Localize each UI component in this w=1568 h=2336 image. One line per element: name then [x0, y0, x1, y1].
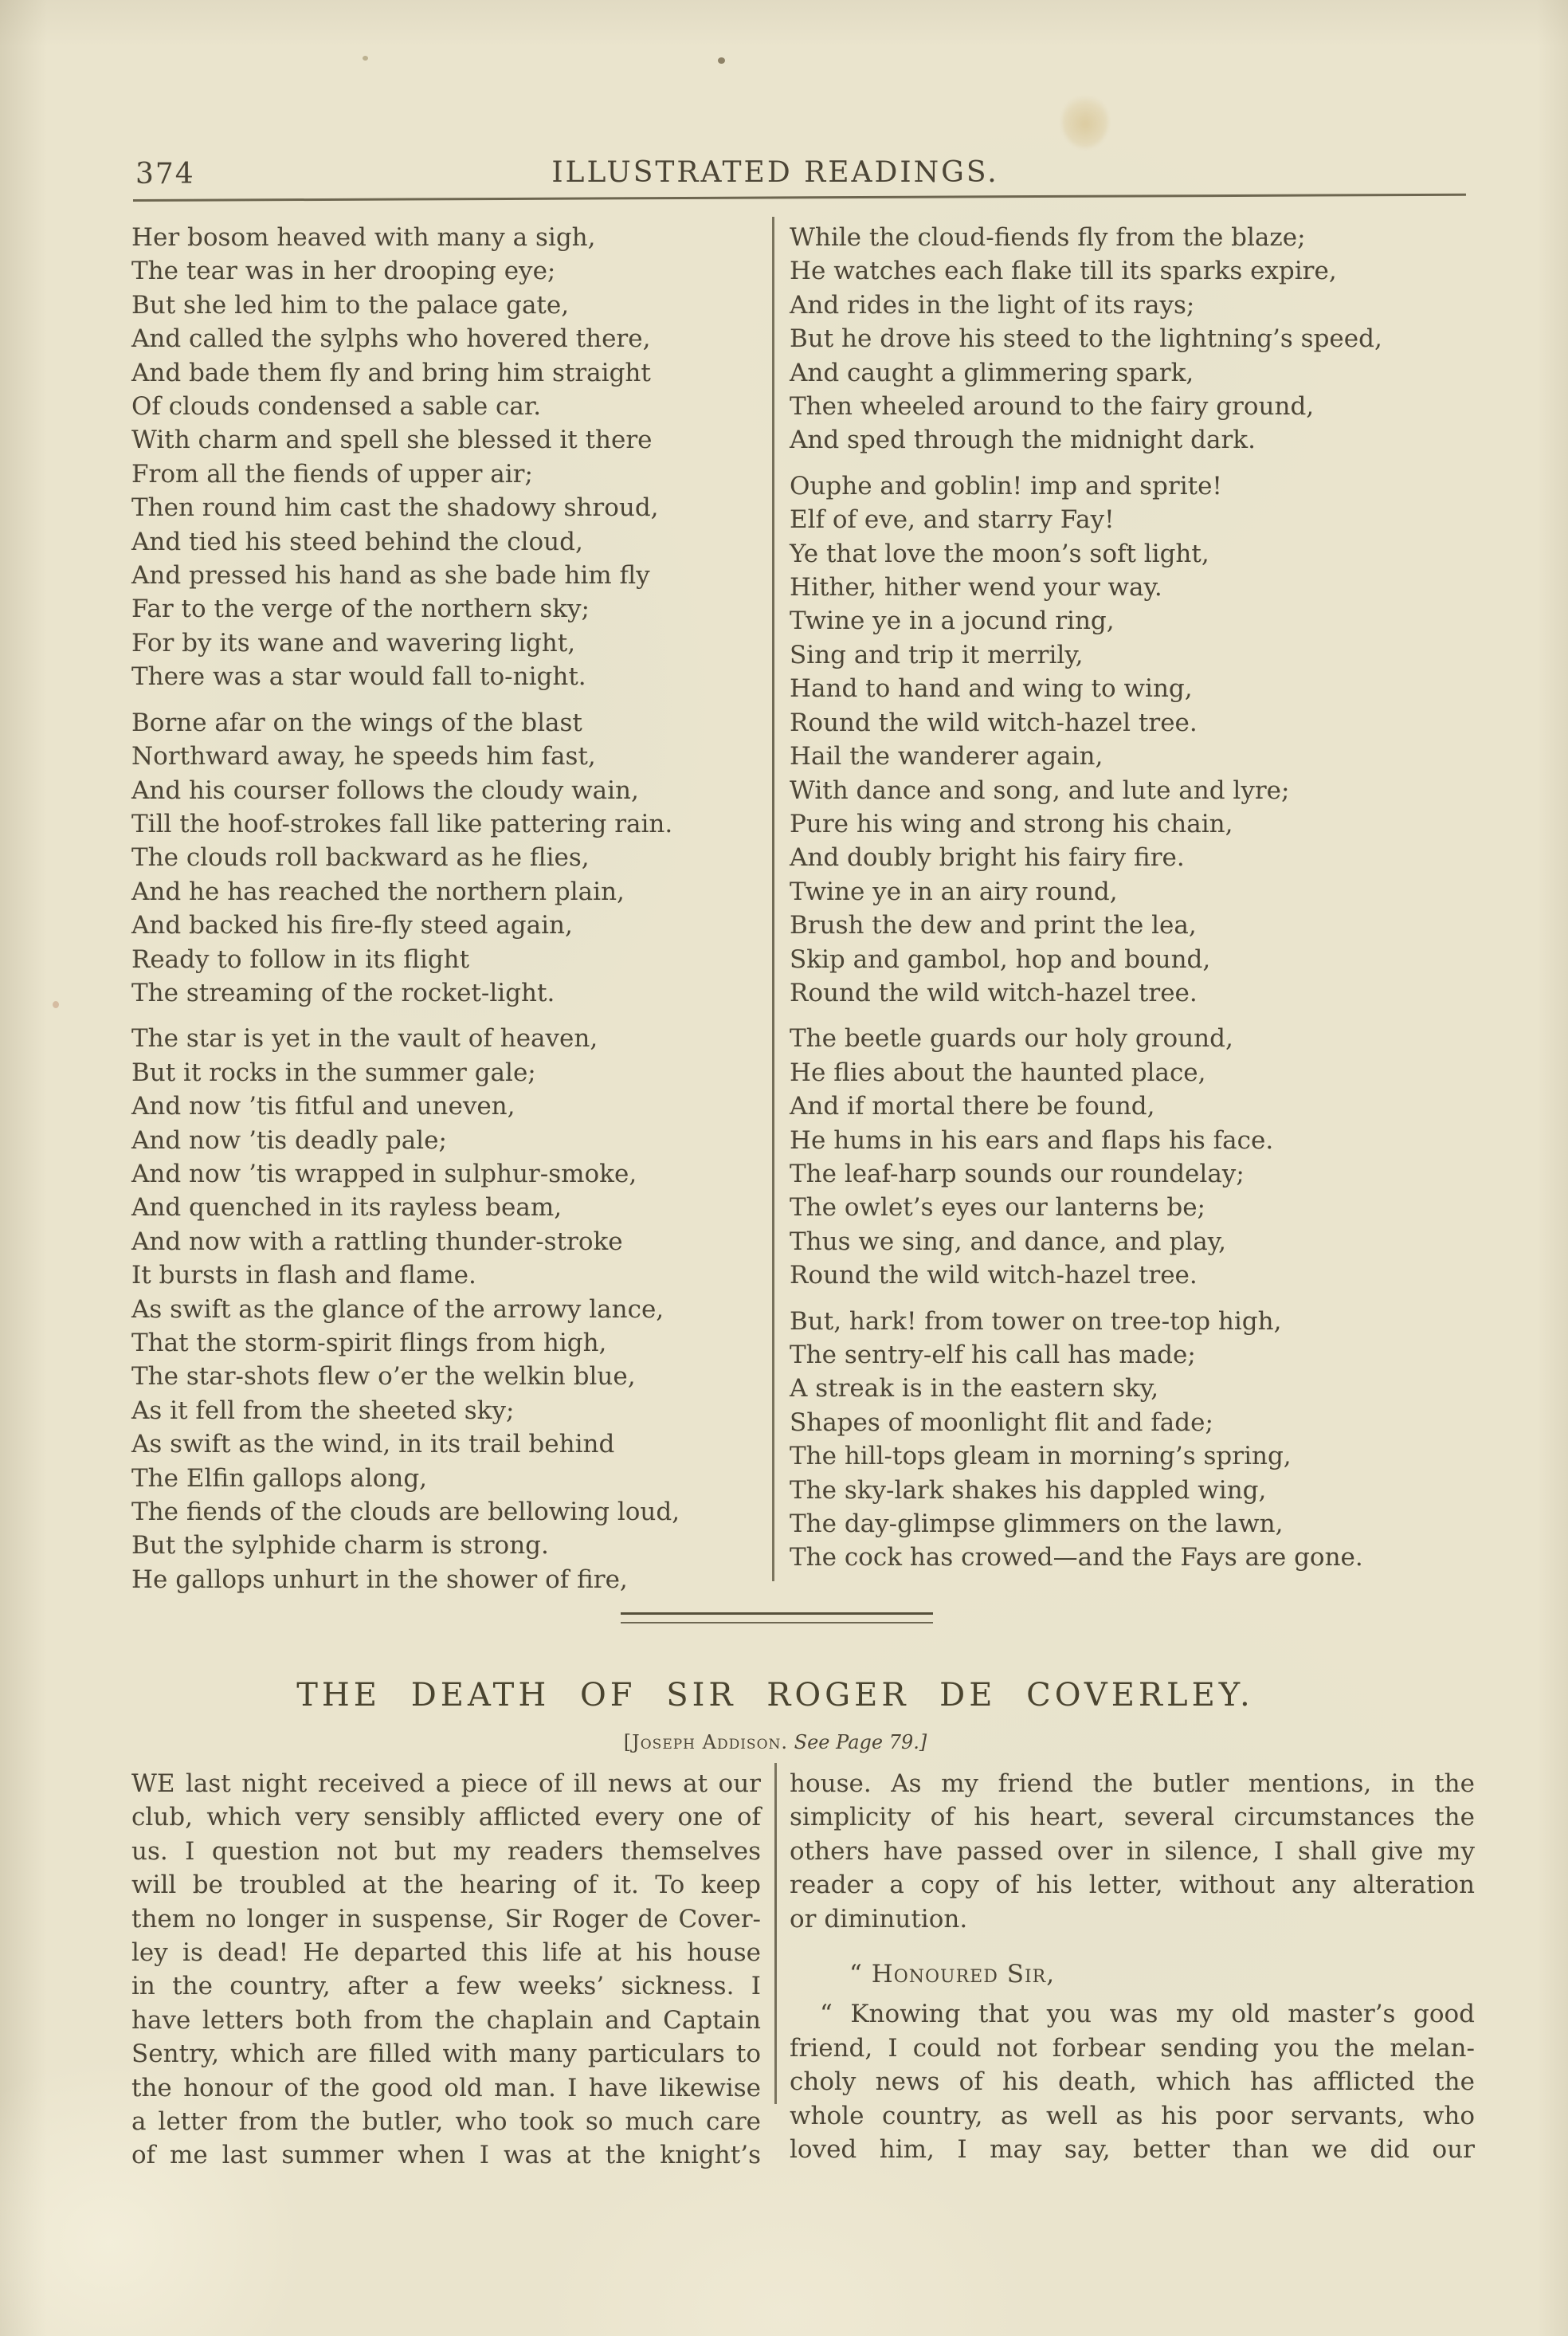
- poem-line: The beetle guards our holy ground,: [790, 1024, 1233, 1054]
- prose-line: others have passed over in silence, I shall give my: [790, 1836, 1475, 1866]
- poem-line: The star is yet in the vault of heaven,: [131, 1024, 598, 1054]
- salutation-line: “ Honoured Sir,: [849, 1960, 1056, 1989]
- column-divider: [772, 217, 774, 1581]
- poem-right-column: [790, 221, 1481, 1587]
- page-number: 374: [135, 158, 195, 190]
- poem-line: The Elfin gallops along,: [131, 1463, 428, 1493]
- poem-line: Twine ye in a jocund ring,: [790, 607, 1115, 636]
- poem-line: The sentry-elf his call has made;: [790, 1341, 1196, 1369]
- prose-left-column: [131, 1767, 761, 2173]
- poem-line: He watches each flake till its sparks expire,: [790, 257, 1337, 286]
- prose-line: will be troubled at the hearing of it. To keep: [131, 1871, 761, 1900]
- poem-line: Her bosom heaved with many a sigh,: [131, 223, 596, 252]
- article-attribution: [104, 1731, 1447, 1753]
- poem-line: Sing and trip it merrily,: [790, 640, 1084, 669]
- prose-line: WE last night received a piece of ill news at our: [131, 1769, 761, 1798]
- poem-left-column: [131, 221, 766, 1608]
- poem-line: The sky-lark shakes his dappled wing,: [790, 1475, 1267, 1505]
- poem-stanza: [790, 221, 1481, 457]
- poem-stanza: [131, 706, 766, 1011]
- poem-line: Northward away, he speeds him fast,: [131, 742, 596, 771]
- poem-line: The tear was in her drooping eye;: [131, 257, 556, 286]
- prose-line: ley is dead! He departed this life at his house: [131, 1938, 761, 1968]
- poem-line: And he has reached the northern plain,: [131, 877, 625, 906]
- prose-line: “ Knowing that you was my old master’s good: [820, 2000, 1475, 2029]
- poem-line: For by its wane and wavering light,: [131, 628, 576, 658]
- poem-line: Skip and gambol, hop and bound,: [790, 944, 1211, 974]
- prose-line: friend, I could not forbear sending you the melan-: [790, 2033, 1475, 2063]
- poem-line: And now with a rattling thunder-stroke: [131, 1227, 623, 1256]
- prose-line: in the country, after a few weeks’ sickness. I: [131, 1972, 761, 2001]
- section-divider-double-rule: [621, 1612, 933, 1623]
- poem-line: Then round him cast the shadowy shroud,: [131, 493, 659, 523]
- poem-stanza: [790, 1022, 1481, 1292]
- poem-line: From all the fiends of upper air;: [131, 459, 533, 489]
- prose-line: have letters both from the chaplain and Captain: [131, 2005, 761, 2035]
- poem-line: With dance and song, and lute and lyre;: [790, 775, 1290, 805]
- prose-line: loved him, I may say, better than we did our: [790, 2135, 1475, 2165]
- poem-line: That the storm-spirit flings from high,: [131, 1329, 607, 1357]
- poem-line: But he drove his steed to the lightning’s speed,: [790, 324, 1382, 354]
- poem-line: But, hark! from tower on tree-top high,: [790, 1306, 1282, 1336]
- prose-line: club, which very sensibly afflicted every one of: [131, 1803, 761, 1832]
- poem-line: But it rocks in the summer gale;: [131, 1058, 536, 1087]
- poem-line: And his courser follows the cloudy wain,: [131, 775, 639, 805]
- poem-line: The day-glimpse glimmers on the lawn,: [790, 1510, 1284, 1539]
- header-rule: [133, 194, 1466, 202]
- poem-line: Of clouds condensed a sable car.: [131, 392, 542, 422]
- ink-speck: [363, 56, 368, 61]
- poem-line: Hail the wanderer again,: [790, 742, 1103, 771]
- poem-line: And quenched in its rayless beam,: [131, 1193, 563, 1223]
- prose-line: us. I question not but my readers themselves: [131, 1836, 761, 1866]
- poem-line: The hill-tops gleam in morning’s spring,: [790, 1442, 1292, 1471]
- poem-line: Then wheeled around to the fairy ground,: [790, 392, 1315, 422]
- poem-line: Pure his wing and strong his chain,: [790, 809, 1233, 838]
- poem-line: Elf of eve, and starry Fay!: [790, 505, 1115, 535]
- page-reference: See Page 79.]: [794, 1731, 927, 1753]
- poem-line: While the cloud-fiends fly from the blaze;: [790, 223, 1306, 252]
- author-name: [Joseph Addison.: [623, 1731, 789, 1753]
- poem-line: And rides in the light of its rays;: [790, 290, 1195, 320]
- running-title: ILLUSTRATED READINGS.: [551, 156, 999, 189]
- prose-line: reader a copy of his letter, without any alteration: [790, 1871, 1475, 1900]
- poem-line: Ye that love the moon’s soft light,: [790, 539, 1209, 568]
- poem-line: As it fell from the sheeted sky;: [131, 1396, 515, 1425]
- poem-line: Brush the dew and print the lea,: [790, 911, 1197, 940]
- poem-line: And now ’tis deadly pale;: [131, 1125, 447, 1155]
- poem-line: The fiends of the clouds are bellowing loud,: [131, 1498, 680, 1527]
- poem-line: The star-shots flew o’er the welkin blue,: [131, 1362, 636, 1392]
- poem-line: Twine ye in an airy round,: [790, 877, 1118, 906]
- poem-line: And bade them fly and bring him straight: [131, 358, 651, 387]
- poem-stanza: [790, 1305, 1481, 1575]
- poem-line: But the sylphide charm is strong.: [131, 1531, 549, 1561]
- poem-line: It bursts in flash and flame.: [131, 1261, 476, 1290]
- poem-line: And sped through the midnight dark.: [790, 426, 1256, 455]
- prose-paragraph: [790, 1767, 1475, 1902]
- poem-line: With charm and spell she blessed it there: [131, 426, 653, 455]
- prose-line: house. As my friend the butler mentions, in the: [790, 1769, 1475, 1798]
- poem-line: Far to the verge of the northern sky;: [131, 595, 590, 624]
- poem-line: And pressed his hand as she bade him fly: [131, 561, 650, 591]
- prose-right-column: [790, 1767, 1475, 2166]
- poem-line: Round the wild witch-hazel tree.: [790, 1261, 1198, 1290]
- poem-line: But she led him to the palace gate,: [131, 290, 570, 320]
- prose-line: a letter from the butler, who took so much care: [131, 2107, 761, 2137]
- poem-line: Ouphe and goblin! imp and sprite!: [790, 471, 1222, 501]
- poem-stanza: [131, 1022, 766, 1596]
- poem-line: Hither, hither wend your way.: [790, 573, 1162, 603]
- ink-speck: [718, 57, 725, 64]
- poem-line: He flies about the haunted place,: [790, 1058, 1206, 1087]
- poem-line: A streak is in the eastern sky,: [790, 1374, 1159, 1404]
- article-title: THE DEATH OF SIR ROGER DE COVERLEY.: [296, 1677, 1254, 1714]
- paper-stain: [1062, 94, 1108, 148]
- poem-line: Round the wild witch-hazel tree.: [790, 708, 1198, 737]
- poem-line: The cock has crowed—and the Fays are gone.: [790, 1543, 1363, 1572]
- ink-speck: [53, 1001, 59, 1008]
- prose-line: simplicity of his heart, several circumstances the: [790, 1803, 1475, 1832]
- poem-line: As swift as the glance of the arrowy lance,: [131, 1294, 664, 1324]
- poem-line: He hums in his ears and flaps his face.: [790, 1125, 1274, 1155]
- prose-paragraph: [790, 1997, 1475, 2166]
- poem-line: There was a star would fall to-night.: [131, 662, 586, 692]
- prose-line: whole country, as well as his poor servants, who: [790, 2101, 1475, 2130]
- poem-stanza: [131, 221, 766, 694]
- poem-line: The streaming of the rocket-light.: [131, 978, 555, 1007]
- poem-line: And doubly bright his fairy fire.: [790, 843, 1185, 873]
- poem-line: Borne afar on the wings of the blast: [131, 708, 582, 737]
- poem-line: And tied his steed behind the cloud,: [131, 527, 583, 556]
- poem-line: And if mortal there be found,: [790, 1092, 1155, 1121]
- prose-column-divider: [774, 1763, 777, 2104]
- poem-line: Thus we sing, and dance, and play,: [790, 1227, 1226, 1256]
- poem-line: Till the hoof-strokes fall like pattering rain.: [131, 809, 673, 838]
- poem-line: The leaf-harp sounds our roundelay;: [790, 1159, 1245, 1188]
- poem-line: And called the sylphs who hovered there,: [131, 324, 651, 354]
- prose-line: them no longer in suspense, Sir Roger de Cover-: [131, 1904, 761, 1934]
- poem-line: And caught a glimmering spark,: [790, 358, 1194, 387]
- poem-line: Shapes of moonlight flit and fade;: [790, 1407, 1213, 1437]
- poem-line: And backed his fire-fly steed again,: [131, 911, 573, 940]
- poem-line: And now ’tis wrapped in sulphur-smoke,: [131, 1159, 637, 1188]
- poem-line: Ready to follow in its flight: [131, 944, 470, 974]
- poem-line: He gallops unhurt in the shower of fire,: [131, 1565, 628, 1594]
- prose-line: the honour of the good old man. I have likewise: [131, 2073, 761, 2102]
- poem-line: The clouds roll backward as he flies,: [131, 843, 590, 873]
- poem-line: The owlet’s eyes our lanterns be;: [790, 1193, 1205, 1223]
- poem-line: Round the wild witch-hazel tree.: [790, 978, 1198, 1007]
- prose-line: of me last summer when I was at the knight’s: [131, 2141, 761, 2170]
- poem-stanza: [790, 469, 1481, 1011]
- poem-line: And now ’tis fitful and uneven,: [131, 1092, 515, 1121]
- prose-line: choly news of his death, which has afflicted the: [790, 2067, 1475, 2097]
- prose-line: or diminution.: [790, 1904, 968, 1934]
- prose-line: Sentry, which are filled with many particulars to: [131, 2040, 761, 2069]
- poem-line: As swift as the wind, in its trail behind: [131, 1430, 615, 1459]
- poem-line: Hand to hand and wing to wing,: [790, 674, 1193, 704]
